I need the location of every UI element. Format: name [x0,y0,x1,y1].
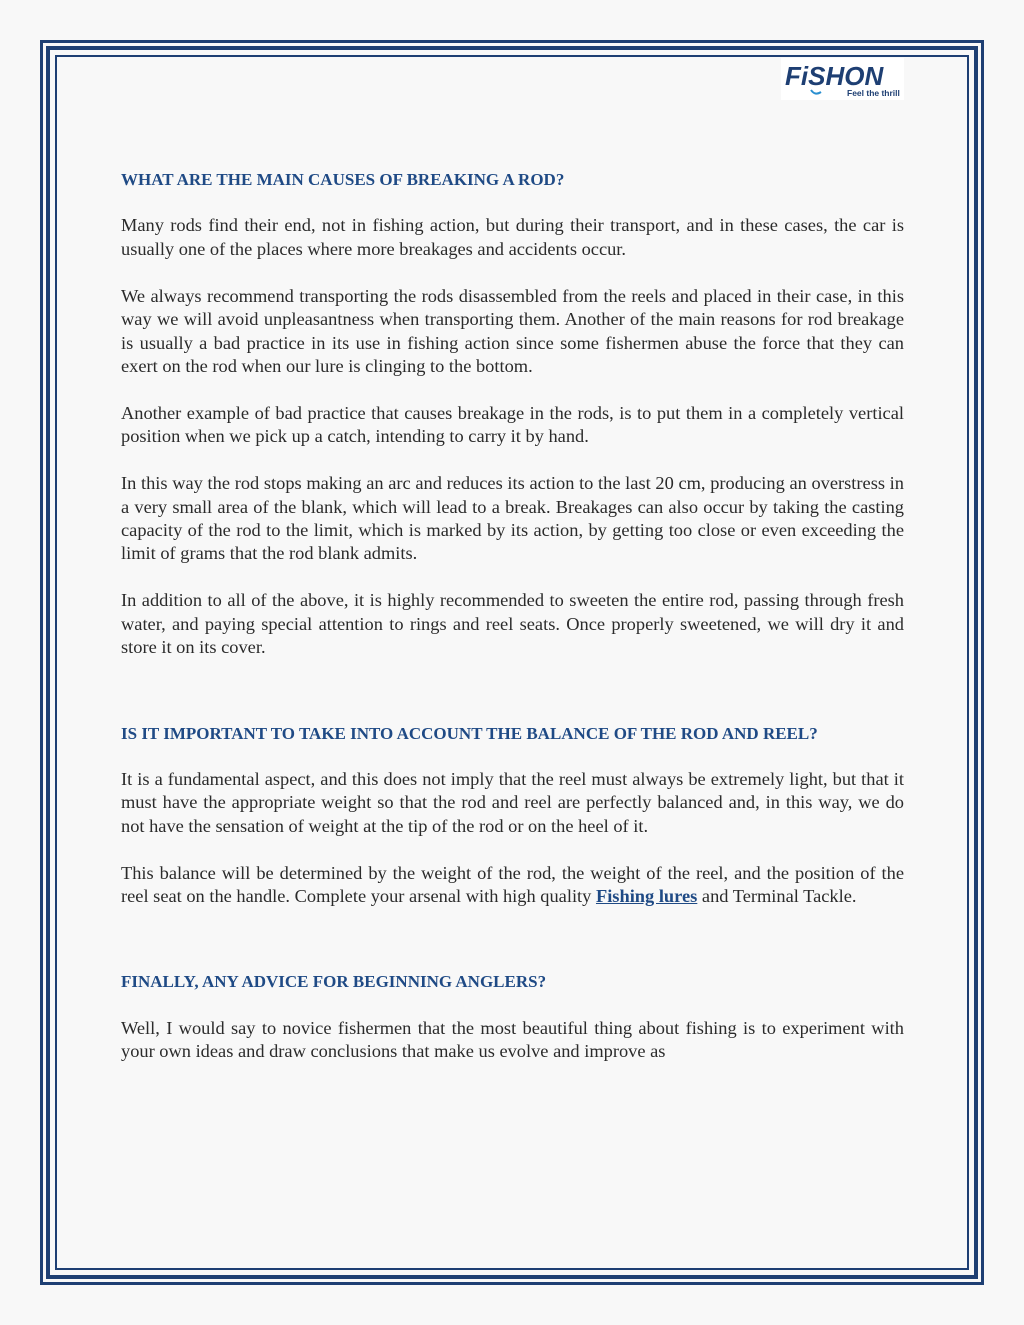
paragraph-text-before-link: This balance will be determined by the weight of the rod, the weight of the reel, and the position of the reel seat on the handle. Complete your arsenal with high quality [121,862,904,907]
article-body [121,168,904,1064]
paragraph-with-link [121,862,904,909]
paragraph: It is a fundamental aspect, and this does not imply that the reel must always be extremely light, but that it must have the appropriate weight so that the rod and reel are perfectly balanced and, in this way, we do not have the sensation of weight at the tip of the rod or on the heel of it. [121,768,904,836]
paragraph: Another example of bad practice that causes breakage in the rods, is to put them in a completely vertical position when we pick up a catch, intending to carry it by hand. [121,402,904,447]
paragraph: In addition to all of the above, it is highly recommended to sweeten the entire rod, passing through fresh water, and paying special attention to rings and reel seats. Once properly sweetened, we will dry it and store it on its cover. [121,590,904,658]
paragraph: In this way the rod stops making an arc and reduces its action to the last 20 cm, producing an overstress in a very small area of the blank, which will lead to a break. Breakages can also occur by taking the casting capacity of the rod to the limit, which is marked by its action, by getting too close or even exceeding the limit of grams that the rod blank admits. [121,473,904,564]
paragraph: Many rods find their end, not in fishing action, but during their transport, and in these cases, the car is usually one of the places where more breakages and accidents occur. [121,215,904,259]
fishon-logo [781,58,904,100]
fishon-logo-mark [781,58,904,100]
section-heading-balance: IS IT IMPORTANT TO TAKE INTO ACCOUNT THE BALANCE OF THE ROD AND REEL? [121,723,818,743]
section-heading-advice: FINALLY, ANY ADVICE FOR BEGINNING ANGLERS? [121,972,547,992]
logo-tagline: Feel the thrill [847,88,900,98]
section-heading-rod-breaking: WHAT ARE THE MAIN CAUSES OF BREAKING A ROD? [121,170,565,189]
logo-brand-text: FiSHON [785,61,884,91]
fishing-lures-link[interactable]: Fishing lures [595,886,698,907]
paragraph: We always recommend transporting the rods disassembled from the reels and placed in their case, in this way we will avoid unpleasantness when transporting them. Another of the main reasons for rod breakage is usually a bad practice in its use in fishing action since some fishermen abuse the force that they can exert on the rod when our lure is clinging to the bottom. [121,285,904,376]
paragraph-text-after-link: and Terminal Tackle. [697,886,857,907]
paragraph: Well, I would say to novice fishermen that the most beautiful thing about fishing is to experiment with your own ideas and draw conclusions that make us evolve and improve as [121,1017,904,1062]
